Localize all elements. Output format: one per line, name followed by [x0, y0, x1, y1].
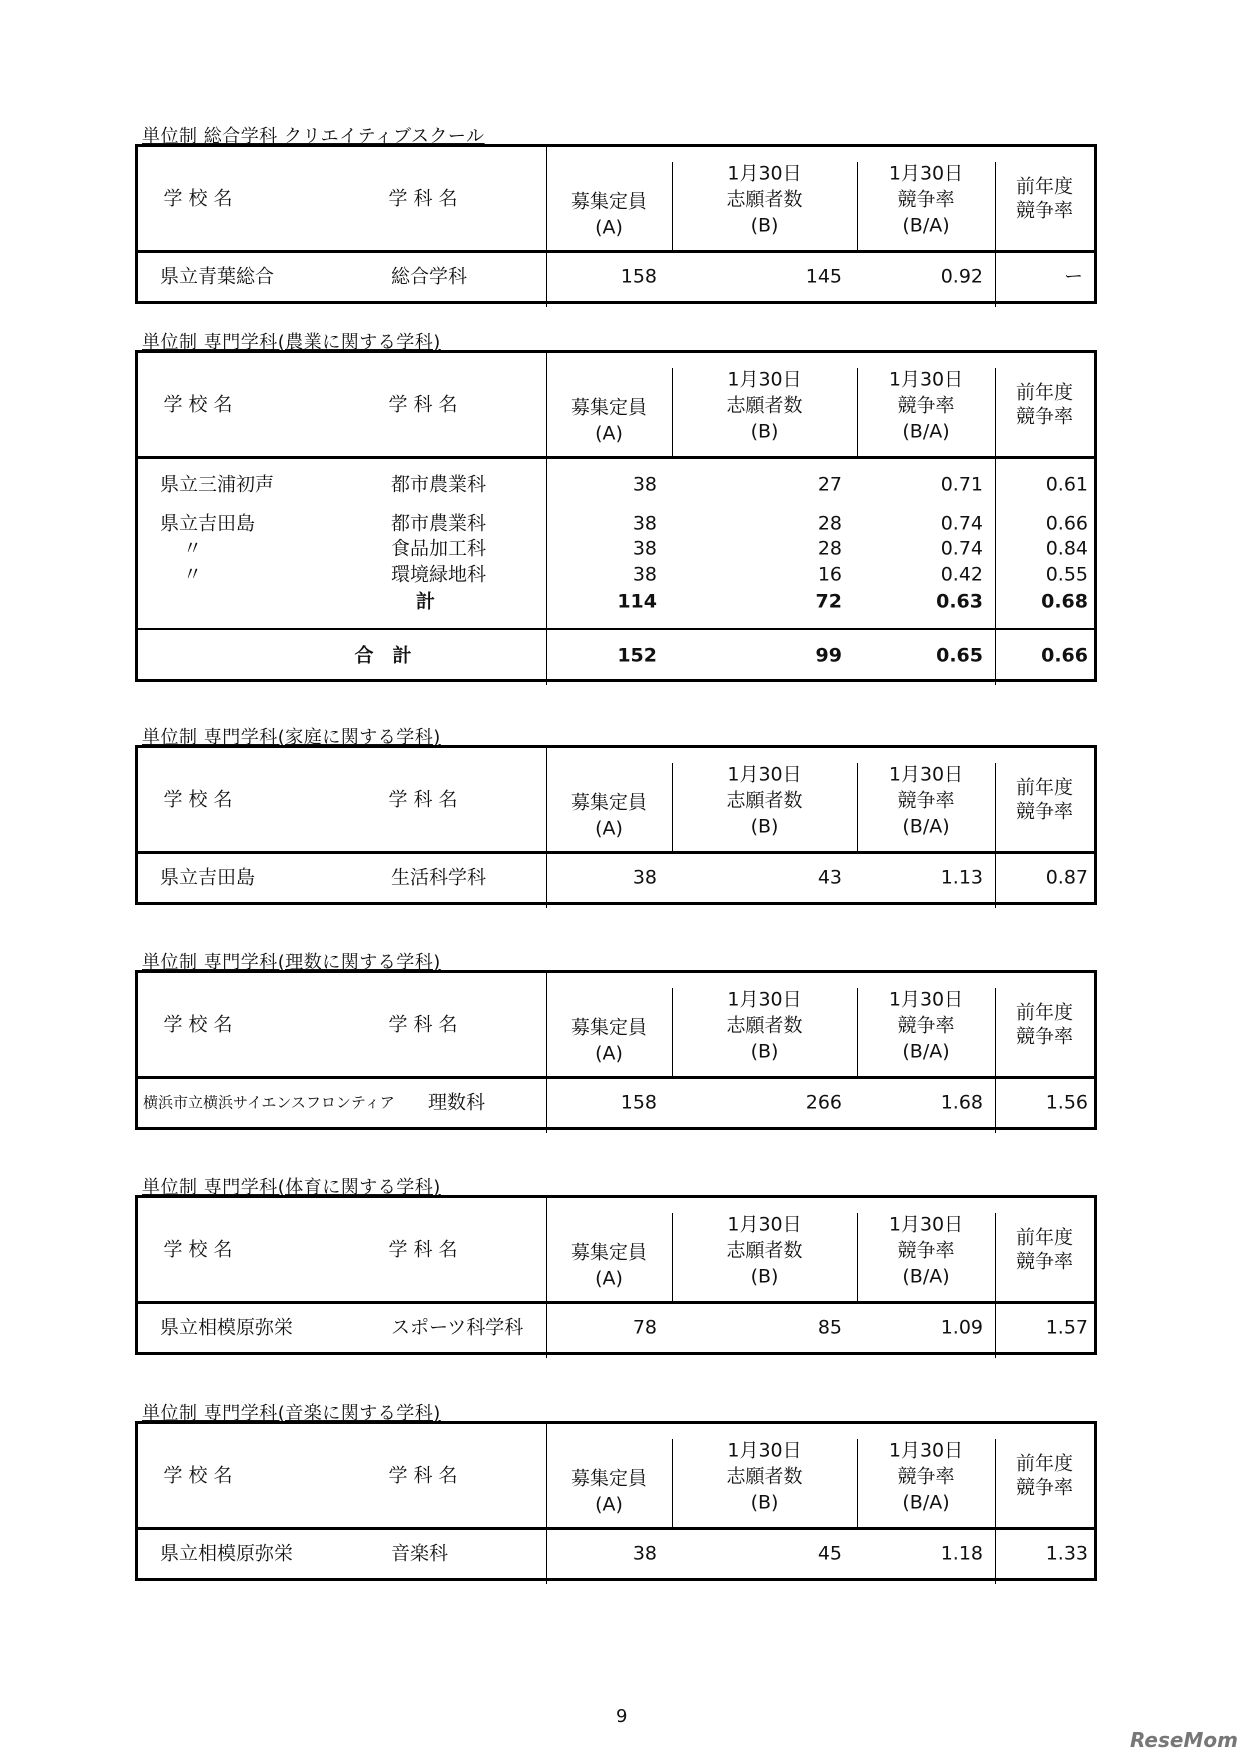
capacity-value: 38	[632, 563, 657, 586]
header-capacity: (A)	[595, 1042, 623, 1065]
header-applicants: 志願者数	[726, 789, 803, 812]
table-header	[138, 973, 1094, 1079]
capacity-value: 158	[620, 1091, 657, 1114]
results-table	[135, 745, 1097, 905]
ratio-value: 0.74	[940, 512, 983, 535]
table-header	[138, 748, 1094, 854]
header-ratio: (B/A)	[902, 815, 950, 838]
section-title: 単位制 専門学科(家庭に関する学科)	[142, 727, 441, 748]
results-table	[135, 1421, 1097, 1581]
header-ratio: 1月30日	[888, 988, 964, 1011]
header-prev: 前年度	[1015, 175, 1074, 198]
capacity-value: 38	[632, 473, 657, 496]
header-applicants: (B)	[750, 1265, 779, 1288]
total-ratio: 0.65	[936, 644, 983, 667]
header-ratio: 競争率	[897, 394, 955, 417]
ratio-value: 1.18	[940, 1542, 983, 1565]
dept-name: 生活科学科	[391, 866, 487, 889]
section-title: 単位制 総合学科 クリエイティブスクール	[142, 126, 485, 147]
header-prev: 競争率	[1015, 800, 1074, 823]
header-ratio: 1月30日	[888, 162, 964, 185]
section-title: 単位制 専門学科(理数に関する学科)	[142, 952, 441, 973]
column-divider	[995, 1304, 996, 1358]
header-applicants: (B)	[750, 214, 779, 237]
header-school: 学 校 名	[163, 1013, 233, 1036]
school-name: 県立吉田島	[160, 512, 256, 535]
column-divider	[672, 988, 673, 1079]
dept-name: スポーツ科学科	[391, 1316, 524, 1339]
column-divider	[995, 763, 996, 854]
header-prev: 競争率	[1015, 405, 1074, 428]
column-divider	[857, 988, 858, 1079]
header-capacity: 募集定員	[570, 1016, 648, 1039]
school-name: 県立三浦初声	[160, 473, 275, 496]
column-divider	[857, 162, 858, 253]
header-prev: 競争率	[1015, 199, 1074, 222]
header-capacity: (A)	[595, 1267, 623, 1290]
header-dept: 学 科 名	[388, 788, 458, 811]
column-divider	[995, 854, 996, 908]
column-divider	[546, 1198, 547, 1358]
prev-ratio-value: 0.61	[1045, 473, 1088, 496]
header-prev: 前年度	[1015, 381, 1074, 404]
section-title: 単位制 専門学科(農業に関する学科)	[142, 332, 441, 353]
header-ratio: 競争率	[897, 188, 955, 211]
capacity-value: 38	[632, 512, 657, 535]
table-header	[138, 1198, 1094, 1304]
column-divider	[546, 973, 547, 1133]
header-ratio: 1月30日	[888, 1439, 964, 1462]
column-divider	[995, 1439, 996, 1530]
column-divider	[672, 1213, 673, 1304]
prev-ratio-value: 0.66	[1045, 512, 1088, 535]
school-name: 県立相模原弥栄	[160, 1542, 294, 1565]
applicants-value: 85	[817, 1316, 842, 1339]
header-applicants: 1月30日	[727, 162, 802, 185]
school-name: 横浜市立横浜サイエンスフロンティア	[143, 1093, 395, 1112]
column-divider	[857, 1439, 858, 1530]
column-divider	[995, 1213, 996, 1304]
results-table	[135, 970, 1097, 1130]
column-divider	[995, 1079, 996, 1133]
dept-name: 都市農業科	[391, 473, 487, 496]
header-ratio: 競争率	[897, 1239, 955, 1262]
header-school: 学 校 名	[163, 788, 233, 811]
total-label: 合 計	[354, 644, 412, 667]
capacity-value: 158	[620, 265, 657, 288]
header-dept: 学 科 名	[388, 1013, 458, 1036]
dept-name: 計	[416, 590, 436, 613]
applicants-value: 16	[817, 563, 842, 586]
header-applicants: (B)	[750, 1491, 779, 1514]
header-capacity: (A)	[595, 1493, 623, 1516]
header-prev: 前年度	[1015, 776, 1074, 799]
results-table	[135, 144, 1097, 304]
dept-name: 総合学科	[391, 265, 468, 288]
column-divider	[995, 988, 996, 1079]
column-divider	[546, 353, 547, 685]
results-table	[135, 350, 1097, 682]
column-divider	[546, 748, 547, 908]
total-capacity: 152	[617, 644, 657, 667]
prev-ratio-value: 0.55	[1045, 563, 1088, 586]
column-divider	[546, 1424, 547, 1584]
header-ratio: 競争率	[897, 789, 955, 812]
prev-ratio-value: 0.87	[1045, 866, 1088, 889]
applicants-value: 43	[817, 866, 842, 889]
header-ratio: 1月30日	[888, 763, 964, 786]
ratio-value: 0.63	[936, 590, 983, 613]
capacity-value: 114	[617, 590, 657, 613]
column-divider	[857, 1213, 858, 1304]
applicants-value: 45	[817, 1542, 842, 1565]
header-prev: 競争率	[1015, 1025, 1074, 1048]
ratio-value: 0.42	[940, 563, 983, 586]
header-prev: 競争率	[1015, 1250, 1074, 1273]
capacity-value: 38	[632, 1542, 657, 1565]
header-applicants: 志願者数	[726, 188, 803, 211]
applicants-value: 266	[805, 1091, 842, 1114]
header-ratio: 1月30日	[888, 1213, 964, 1236]
applicants-value: 27	[817, 473, 842, 496]
column-divider	[857, 763, 858, 854]
column-divider	[995, 368, 996, 459]
header-capacity: 募集定員	[570, 1467, 648, 1490]
header-prev: 前年度	[1015, 1001, 1074, 1024]
section-title: 単位制 専門学科(音楽に関する学科)	[142, 1403, 441, 1424]
prev-ratio-value: 0.68	[1041, 590, 1088, 613]
column-divider	[857, 368, 858, 459]
header-applicants: (B)	[750, 420, 779, 443]
dept-name: 食品加工科	[391, 537, 487, 560]
total-applicants: 99	[815, 644, 842, 667]
capacity-value: 38	[632, 537, 657, 560]
subtotal-separator	[138, 628, 1094, 630]
school-name: 県立青葉総合	[160, 265, 275, 288]
header-applicants: 1月30日	[727, 988, 802, 1011]
header-school: 学 校 名	[163, 1238, 233, 1261]
header-applicants: 1月30日	[727, 368, 802, 391]
header-applicants: 1月30日	[727, 1213, 802, 1236]
column-divider	[672, 1439, 673, 1530]
header-ratio: (B/A)	[902, 420, 950, 443]
column-divider	[672, 162, 673, 253]
dept-name: 都市農業科	[391, 512, 487, 535]
header-dept: 学 科 名	[388, 393, 458, 416]
header-capacity: (A)	[595, 422, 623, 445]
header-capacity: (A)	[595, 817, 623, 840]
header-capacity: 募集定員	[570, 396, 648, 419]
header-capacity: 募集定員	[570, 190, 648, 213]
header-prev: 競争率	[1015, 1476, 1074, 1499]
table-header	[138, 147, 1094, 253]
ratio-value: 0.74	[940, 537, 983, 560]
dept-name: 理数科	[428, 1091, 486, 1114]
column-divider	[546, 147, 547, 307]
column-divider	[995, 162, 996, 253]
header-dept: 学 科 名	[388, 1464, 458, 1487]
table-header	[138, 1424, 1094, 1530]
ratio-value: 1.68	[940, 1091, 983, 1114]
capacity-value: 78	[632, 1316, 657, 1339]
header-applicants: 1月30日	[727, 763, 802, 786]
header-ratio: (B/A)	[902, 1491, 950, 1514]
school-name: 県立相模原弥栄	[160, 1316, 294, 1339]
header-capacity: (A)	[595, 216, 623, 239]
header-applicants: 志願者数	[726, 1014, 803, 1037]
prev-ratio-value: 1.56	[1045, 1091, 1088, 1114]
header-school: 学 校 名	[163, 393, 233, 416]
ratio-value: 1.13	[940, 866, 983, 889]
prev-ratio-value: 0.84	[1045, 537, 1088, 560]
header-applicants: 志願者数	[726, 1465, 803, 1488]
applicants-value: 28	[817, 537, 842, 560]
header-applicants: (B)	[750, 1040, 779, 1063]
header-ratio: (B/A)	[902, 1265, 950, 1288]
prev-ratio-value: 1.33	[1045, 1542, 1088, 1565]
header-school: 学 校 名	[163, 187, 233, 210]
header-applicants: (B)	[750, 815, 779, 838]
header-capacity: 募集定員	[570, 791, 648, 814]
school-name: 〃	[183, 537, 203, 560]
capacity-value: 38	[632, 866, 657, 889]
table-header	[138, 353, 1094, 459]
header-dept: 学 科 名	[388, 187, 458, 210]
header-prev: 前年度	[1015, 1452, 1074, 1475]
school-name: 県立吉田島	[160, 866, 256, 889]
header-ratio: 競争率	[897, 1465, 955, 1488]
header-school: 学 校 名	[163, 1464, 233, 1487]
resemom-watermark-logo: ReseMom	[1130, 1728, 1238, 1752]
ratio-value: 0.71	[940, 473, 983, 496]
prev-ratio-value: ー	[1063, 265, 1083, 288]
header-applicants: 1月30日	[727, 1439, 802, 1462]
header-capacity: 募集定員	[570, 1241, 648, 1264]
header-ratio: 競争率	[897, 1014, 955, 1037]
column-divider	[995, 459, 996, 685]
header-applicants: 志願者数	[726, 394, 803, 417]
column-divider	[672, 763, 673, 854]
dept-name: 環境緑地科	[391, 563, 487, 586]
header-dept: 学 科 名	[388, 1238, 458, 1261]
applicants-value: 72	[815, 590, 842, 613]
applicants-value: 28	[817, 512, 842, 535]
results-table	[135, 1195, 1097, 1355]
section-title: 単位制 専門学科(体育に関する学科)	[142, 1177, 441, 1198]
column-divider	[995, 1530, 996, 1584]
header-ratio: (B/A)	[902, 214, 950, 237]
header-ratio: 1月30日	[888, 368, 964, 391]
school-name: 〃	[183, 563, 203, 586]
header-prev: 前年度	[1015, 1226, 1074, 1249]
prev-ratio-value: 1.57	[1045, 1316, 1088, 1339]
total-prev-ratio: 0.66	[1041, 644, 1088, 667]
header-ratio: (B/A)	[902, 1040, 950, 1063]
dept-name: 音楽科	[391, 1542, 449, 1565]
applicants-value: 145	[805, 265, 842, 288]
ratio-value: 1.09	[940, 1316, 983, 1339]
page-number: 9	[616, 1706, 628, 1727]
header-applicants: 志願者数	[726, 1239, 803, 1262]
column-divider	[672, 368, 673, 459]
column-divider	[995, 253, 996, 307]
ratio-value: 0.92	[940, 265, 983, 288]
